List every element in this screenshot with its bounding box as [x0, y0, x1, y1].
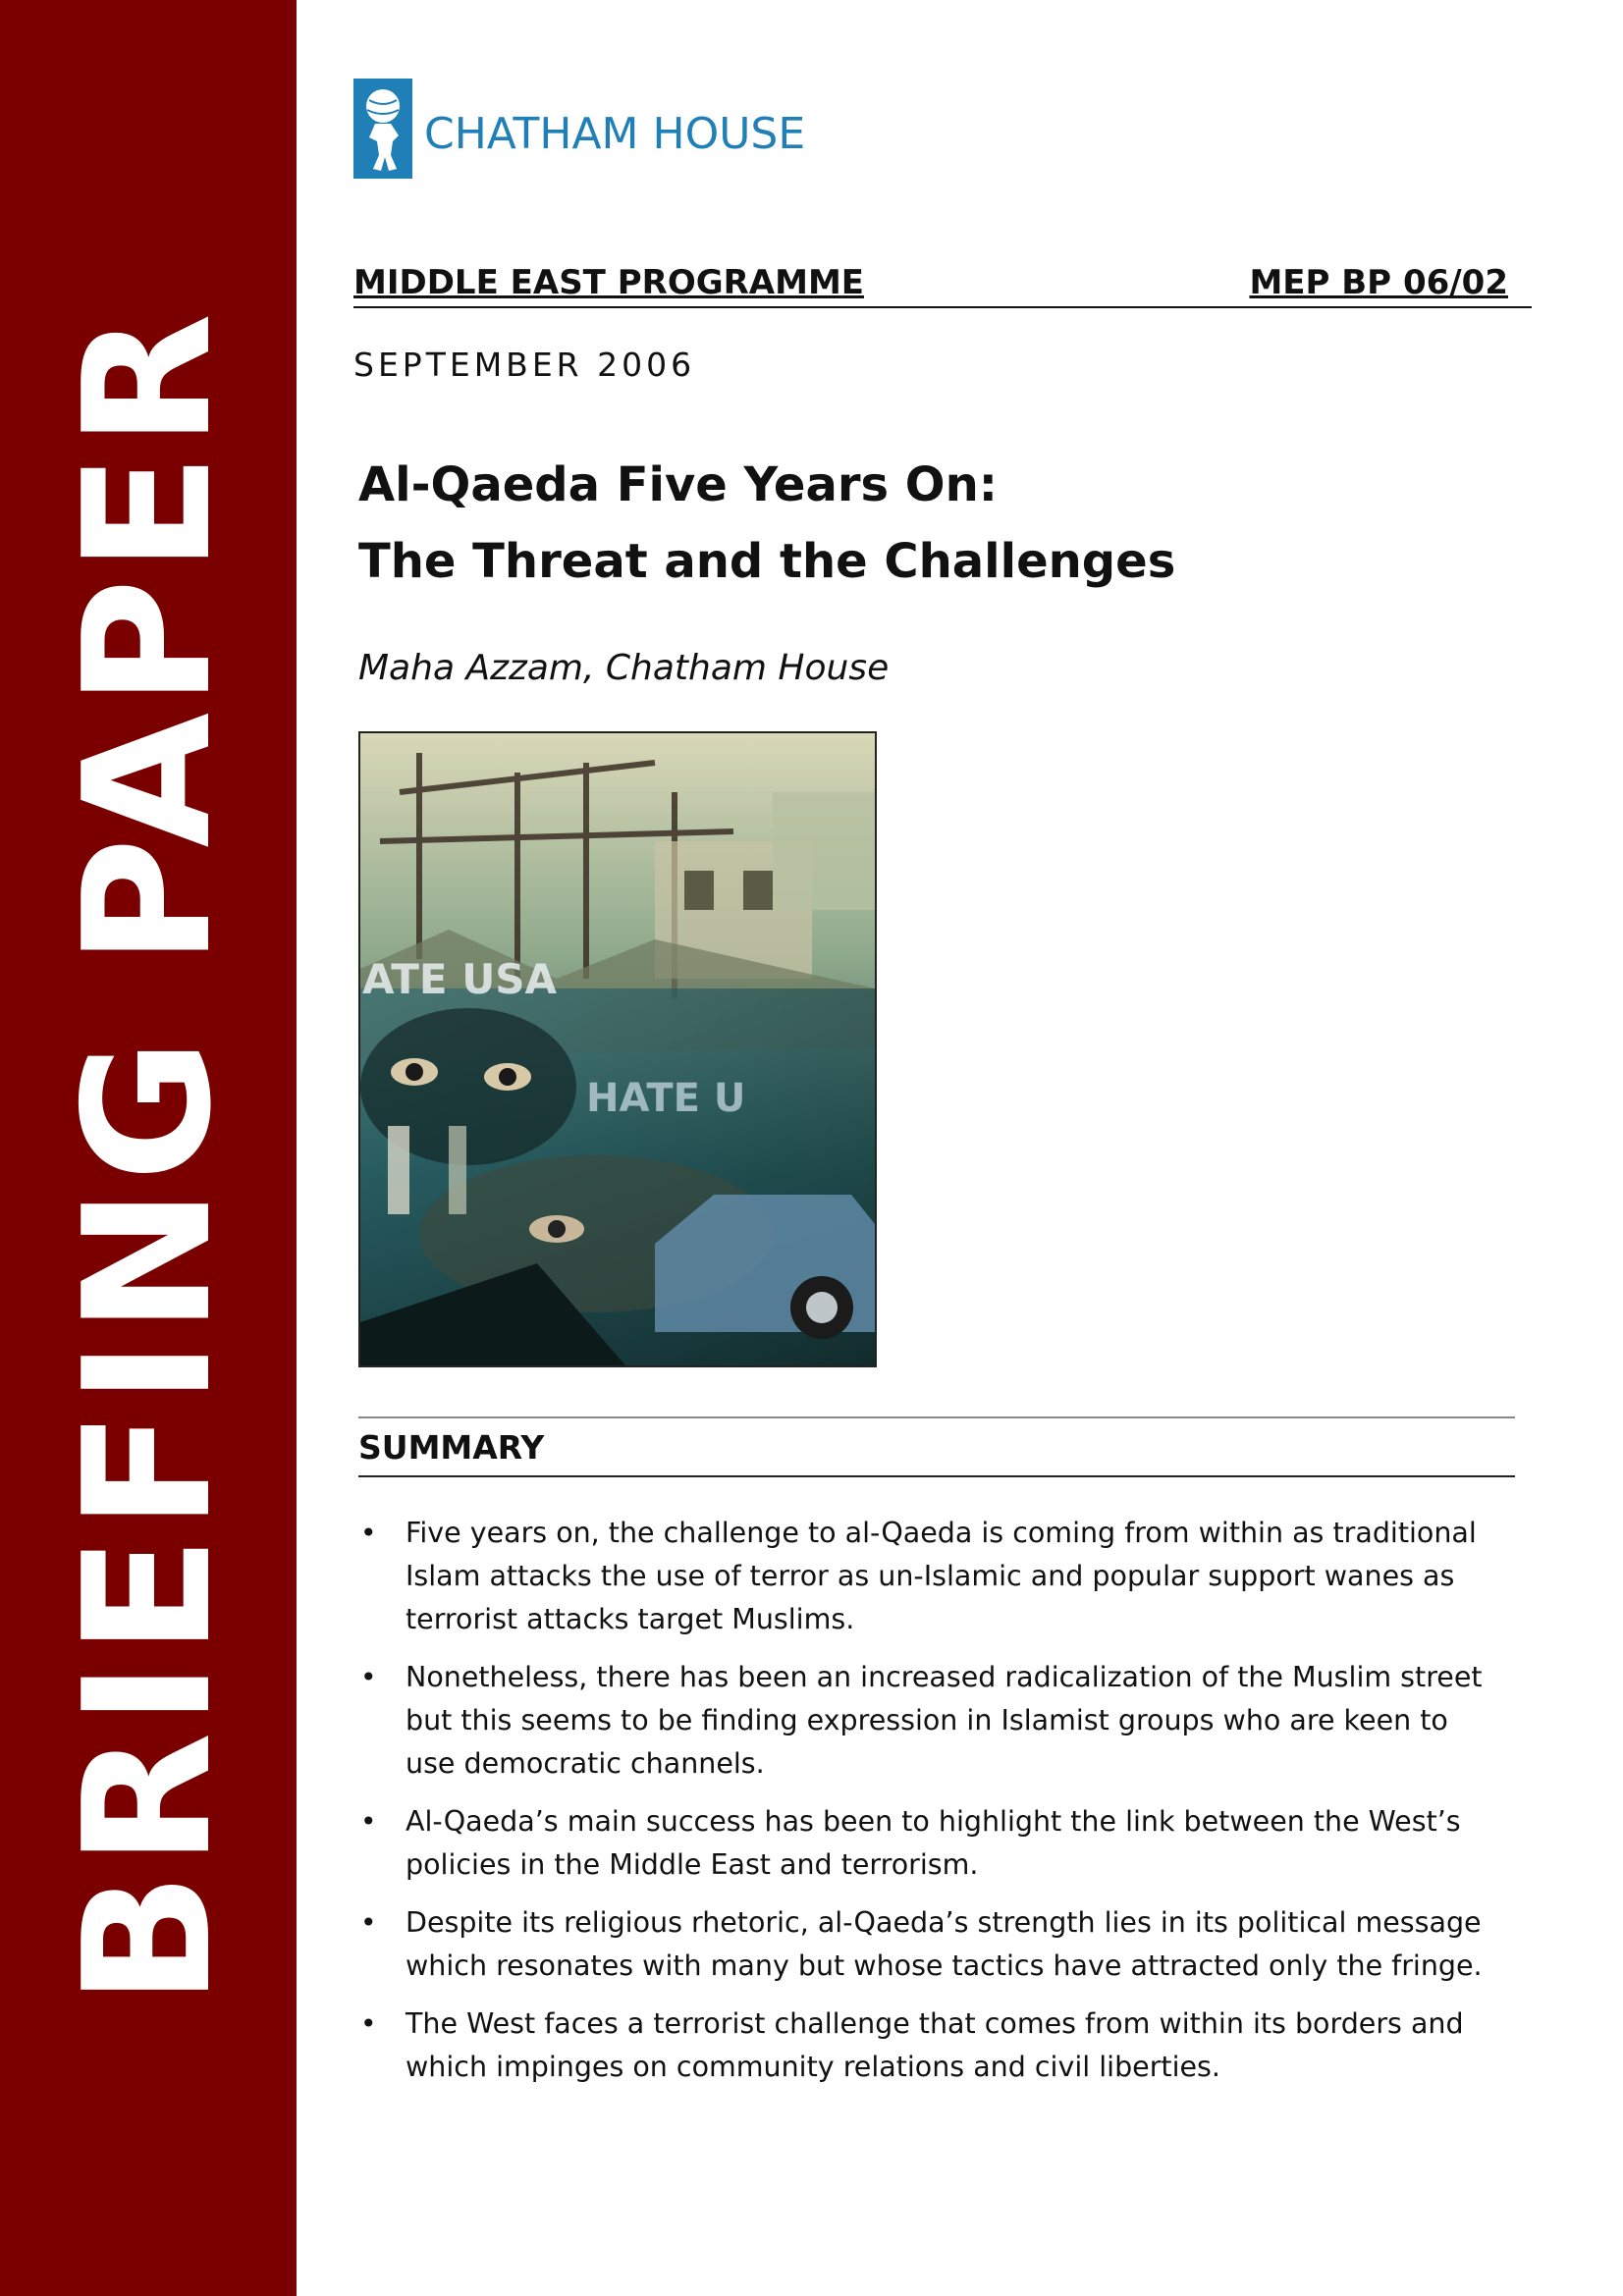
summary-item [358, 1901, 1515, 1988]
summary-line: but this seems to be finding expression in Islamist groups who are keen to [406, 1704, 1448, 1736]
summary-line: Nonetheless, there has been an increased radicalization of the Muslim street [406, 1661, 1483, 1693]
summary-item [358, 1800, 1515, 1887]
summary-line: use democratic channels. [406, 1747, 765, 1780]
bullet-icon: • [360, 2007, 377, 2040]
summary-line: Islam attacks the use of terror as un-Islamic and popular support wanes as [406, 1560, 1455, 1592]
summary-line: policies in the Middle East and terrorism. [406, 1848, 979, 1881]
summary-line: The West faces a terrorist challenge that comes from within its borders and [406, 2007, 1464, 2040]
summary-heading: SUMMARY [358, 1428, 1515, 1477]
programme-header [353, 263, 1532, 308]
atlas-globe-icon [353, 79, 412, 179]
summary-line: which resonates with many but whose tactics have attracted only the fringe. [406, 1949, 1483, 1982]
summary-line: Despite its religious rhetoric, al-Qaeda’s strength lies in its political message [406, 1906, 1482, 1939]
chatham-house-logo [353, 79, 805, 179]
bullet-icon: • [360, 1661, 377, 1693]
logo-wordmark: CHATHAM HOUSE [424, 108, 806, 159]
summary-line: Al-Qaeda’s main success has been to highlight the link between the West’s [406, 1805, 1461, 1838]
summary-item [358, 1512, 1515, 1641]
programme-name: MIDDLE EAST PROGRAMME [353, 263, 865, 302]
sidebar-band [0, 0, 297, 2296]
summary-list [358, 1512, 1515, 2104]
bullet-icon: • [360, 1805, 377, 1838]
summary-line: which impinges on community relations and civil liberties. [406, 2051, 1220, 2083]
overlay-text-2: HATE U [586, 1076, 746, 1121]
publication-date: SEPTEMBER 2006 [353, 346, 696, 384]
title-line-2: The Threat and the Challenges [358, 534, 1176, 589]
paper-code: MEP BP 06/02 [1249, 263, 1508, 302]
summary-item [358, 2002, 1515, 2089]
title-line-1: Al-Qaeda Five Years On: [358, 457, 998, 512]
bullet-icon: • [360, 1517, 377, 1549]
summary-rule [358, 1416, 1515, 1418]
overlay-text-1: ATE USA [362, 955, 558, 1003]
paper-title [358, 447, 1175, 600]
summary-item [358, 1656, 1515, 1786]
bullet-icon: • [360, 1906, 377, 1939]
briefing-paper-label: BRIEFING PAPER [46, 306, 249, 2006]
summary-line: terrorist attacks target Muslims. [406, 1603, 855, 1635]
cover-photo-collage [358, 731, 877, 1367]
author-line: Maha Azzam, Chatham House [358, 648, 890, 688]
summary-line: Five years on, the challenge to al-Qaeda is coming from within as traditional [406, 1517, 1477, 1549]
